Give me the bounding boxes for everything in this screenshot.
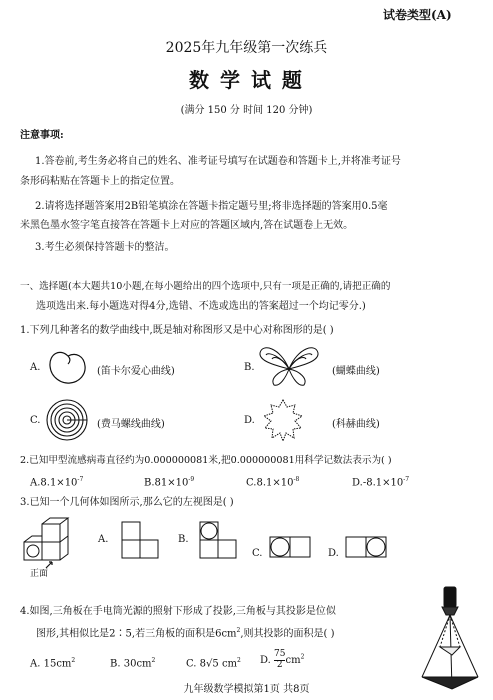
q1-option-c-caption: (费马螺线曲线) — [97, 419, 165, 430]
question-3-stem: 3.已知一个几何体如图所示,那么它的左视图是( ) — [20, 497, 234, 508]
q2-option-b: $B.81\times 10^{-9}$ — [144, 476, 195, 489]
q4-option-c: C. 8√5 $cm^2$ — [186, 657, 241, 670]
question-1-stem: 1.下列几种著名的数学曲线中,既是轴对称图形又是中心对称图形的是( ) — [20, 325, 334, 336]
q2-option-d: $D.-8.1\times 10^{-7}$ — [352, 476, 410, 489]
q3-option-b-figure — [198, 520, 238, 560]
fermat-spiral-icon — [45, 398, 89, 442]
note-item-2-line-1: 2.请将选择题答案用2B铅笔填涂在答题卡指定题号里;将非选择题的答案用0.5毫 — [35, 201, 388, 212]
note-item-1-line-1: 1.答卷前,考生务必将自己的姓名、准考证号填写在试题卷和答题卡上,并将准考证号 — [35, 156, 401, 167]
q3-option-a-letter: A. — [98, 534, 109, 545]
subject-title: 数 学 试 题 — [189, 68, 304, 92]
question-4-stem-line-1: 4.如图,三角板在手电筒光源的照射下形成了投影,三角板与其投影是位似 — [20, 606, 336, 617]
paper-type-label: 试卷类型(A) — [383, 8, 452, 22]
question-4-stem-line-2: 图形,其相似比是2∶5,若三角板的面积是$6cm^2$,则其投影的面积是( ) — [36, 627, 335, 640]
section-1-instructions-line-2: 选项选出来.每小题选对得4分,选错、不选或选出的答案超过一个均记零分.) — [36, 301, 366, 312]
q3-option-a-figure — [120, 520, 160, 560]
q3-option-d-letter: D. — [328, 548, 339, 559]
q1-option-d-caption: (科赫曲线) — [332, 419, 380, 430]
cardioid-curve-icon — [48, 350, 88, 386]
q2-option-c: $C.8.1\times 10^{-8}$ — [246, 476, 300, 489]
q4-option-b: B. $30cm^2$ — [110, 657, 156, 670]
q1-option-b-letter: B. — [244, 362, 255, 373]
notes-heading: 注意事项: — [20, 130, 64, 141]
q4-option-a: A. $15cm^2$ — [30, 657, 76, 670]
q3-option-c-letter: C. — [252, 548, 263, 559]
note-item-2-line-2: 米黑色墨水签字笔直接答在答题卡上对应的答题区域内,答在试题卷上无效。 — [20, 220, 354, 231]
butterfly-curve-icon — [258, 345, 320, 387]
page-footer: 九年级数学模拟第1页 共8页 — [183, 684, 310, 695]
front-view-label: 正面 — [30, 569, 49, 579]
q2-option-a: $A.8.1\times 10^{-7}$ — [30, 476, 84, 489]
flashlight-projection-figure — [418, 585, 488, 695]
geometric-solid-figure — [18, 518, 88, 574]
note-item-1-line-2: 条形码粘贴在答题卡上的指定位置。 — [20, 176, 180, 187]
q1-option-a-caption: (笛卡尔爱心曲线) — [97, 366, 175, 377]
koch-snowflake-icon — [260, 398, 306, 442]
q3-option-b-letter: B. — [178, 534, 189, 545]
section-1-instructions-line-1: 一、选择题(本大题共10小题,在每小题给出的四个选项中,只有一项是正确的,请把正确的 — [20, 281, 391, 292]
q3-option-c-figure — [268, 535, 312, 561]
q1-option-c-letter: C. — [30, 415, 41, 426]
score-time: (满分 150 分 时间 120 分钟) — [180, 105, 313, 116]
q1-option-d-letter: D. — [244, 415, 255, 426]
q1-option-b-caption: (蝴蝶曲线) — [332, 366, 380, 377]
q4-option-d: D. $\frac{75}{2}$ $cm^2$ — [260, 649, 305, 670]
q3-option-d-figure — [344, 535, 388, 561]
question-2-stem: 2.已知甲型流感病毒直径约为0.000000081米,把0.000000081用科学记数法表示为( ) — [20, 455, 392, 466]
note-item-3: 3.考生必须保持答题卡的整洁。 — [35, 242, 175, 253]
q1-option-a-letter: A. — [30, 362, 41, 373]
exam-title: 2025年九年级第一次练兵 — [165, 40, 328, 56]
